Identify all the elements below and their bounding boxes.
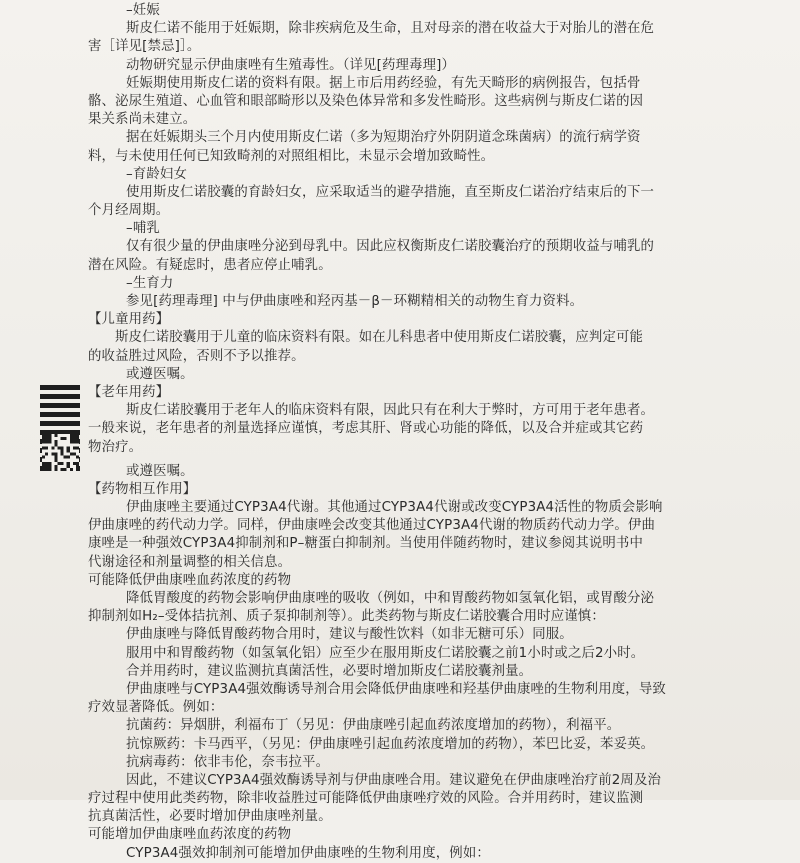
text-line: 潜在风险。有疑虑时，患者应停止哺乳。 [88,257,332,273]
text-line: 代谢途径和剂量调整的相关信息。 [88,554,292,570]
text-line: 仅有很少量的伊曲康唑分泌到母乳中。因此应权衡斯皮仁诺胶囊治疗的预期收益与哺乳的 [126,239,655,255]
text-line: 降低胃酸度的药物会影响伊曲康唑的吸收（例如，中和胃酸药物如氢氧化铝，或胃酸分泌 [126,591,655,606]
text-line: 使用斯皮仁诺胶囊的育龄妇女，应采取适当的避孕措施，直至斯皮仁诺治疗结束后的下一 [126,184,655,200]
text-line: 抗病毒药：依非韦伦，奈韦拉平。 [126,754,330,770]
text-line: 因此，不建议CYP3A4强效酶诱导剂与伊曲康唑合用。建议避免在伊曲康唑治疗前2周及治 [126,772,662,788]
text-line: 抗真菌活性，必要时增加伊曲康唑剂量。 [88,809,332,825]
leaflet-text-body [88,2,788,863]
text-line: –妊娠 [126,3,160,18]
qr-code-icon [42,434,79,471]
text-line: 的收益胜过风险，否则不予以推荐。 [88,348,305,364]
text-line: 合并用药时，建议监测抗真菌活性，必要时增加斯皮仁诺胶囊剂量。 [126,663,533,679]
text-line: 一般来说，老年患者的剂量选择应谨慎，考虑其肝、肾或心功能的降低，以及合并症或其它药 [88,421,644,437]
text-line: 【药物相互作用】 [88,481,197,497]
text-line: 抑制剂如H₂–受体拮抗剂、质子泵抑制剂等）。此类药物与斯皮仁诺胶囊合用时应谨慎： [88,609,605,625]
text-line: 康唑是一种强效CYP3A4抑制剂和P–糖蛋白抑制剂。当使用伴随药物时，建议参阅其说明书中 [88,536,643,552]
text-line: 妊娠期使用斯皮仁诺的资料有限。据上市后用药经验，有先天畸形的病例报告，包括骨 [126,75,641,91]
text-line: 伊曲康唑的药代动力学。同样，伊曲康唑会改变其他通过CYP3A4代谢的物质药代动力学。伊曲 [88,518,656,534]
text-line: 【老年用药】 [88,384,170,400]
text-line: –哺乳 [126,221,160,237]
text-line: 据在妊娠期头三个月内使用斯皮仁诺（多为短期治疗外阴阴道念珠菌病）的流行病学资 [126,130,641,146]
text-line: 疗效显著降低。例如： [88,700,224,716]
text-line: CYP3A4强效抑制剂可能增加伊曲康唑的生物利用度，例如： [126,845,490,861]
text-line: –育龄妇女 [126,166,188,182]
text-line: 果关系尚未建立。 [88,112,197,128]
text-line: 参见[药理毒理] 中与伊曲康唑和羟丙基－β－环糊精相关的动物生育力资料。 [126,294,584,309]
text-line: 害［详见[禁忌]］。 [88,39,201,55]
text-line: 抗菌药：异烟肼，利福布丁（另见：伊曲康唑引起血药浓度增加的药物），利福平。 [126,718,621,734]
text-line: 斯皮仁诺不能用于妊娠期，除非疾病危及生命，且对母亲的潜在收益大于对胎儿的潜在危 [126,21,655,37]
text-line: 物治疗。 [88,439,143,455]
text-line: 服用中和胃酸药物（如氢氧化铝）应至少在服用斯皮仁诺胶囊之前1小时或之后2小时。 [126,645,645,661]
text-line: 料，与未使用任何已知致畸剂的对照组相比，未显示会增加致畸性。 [88,148,495,164]
text-line: 【儿童用药】 [88,312,170,328]
text-line: 疗过程中使用此类药物，除非收益胜过可能降低伊曲康唑疗效的风险。合并用药时，建议监测 [88,791,644,807]
text-line: 伊曲康唑主要通过CYP3A4代谢。其他通过CYP3A4代谢或改变CYP3A4活性的物质会影响 [126,500,663,516]
text-line: 或遵医嘱。 [126,463,194,479]
text-line: 伊曲康唑与CYP3A4强效酶诱导剂合用会降低伊曲康唑和羟基伊曲康唑的生物利用度，导致 [126,681,666,697]
text-line: 个月经周期。 [88,203,170,219]
text-line: 动物研究显示伊曲康唑有生殖毒性。（详见[药理毒理]） [126,57,456,73]
text-line: 或遵医嘱。 [126,366,194,382]
text-line: 斯皮仁诺胶囊用于老年人的临床资料有限，因此只有在利大于弊时，方可用于老年患者。 [126,403,655,419]
text-line: 可能增加伊曲康唑血药浓度的药物 [88,827,292,843]
text-line: 抗惊厥药：卡马西平，（另见：伊曲康唑引起血药浓度增加的药物），苯巴比妥，苯妥英。 [126,736,655,752]
text-line: 骼、泌尿生殖道、心血管和眼部畸形以及染色体异常和多发性畸形。这些病例与斯皮仁诺的因 [88,93,644,109]
text-line: 可能降低伊曲康唑血药浓度的药物 [88,572,292,588]
text-line: 斯皮仁诺胶囊用于儿童的临床资料有限。如在儿科患者中使用斯皮仁诺胶囊，应判定可能 [115,330,644,346]
text-line: 伊曲康唑与降低胃酸药物合用时，建议与酸性饮料（如非无糖可乐）同服。 [126,627,573,643]
text-line: –生育力 [126,275,174,291]
